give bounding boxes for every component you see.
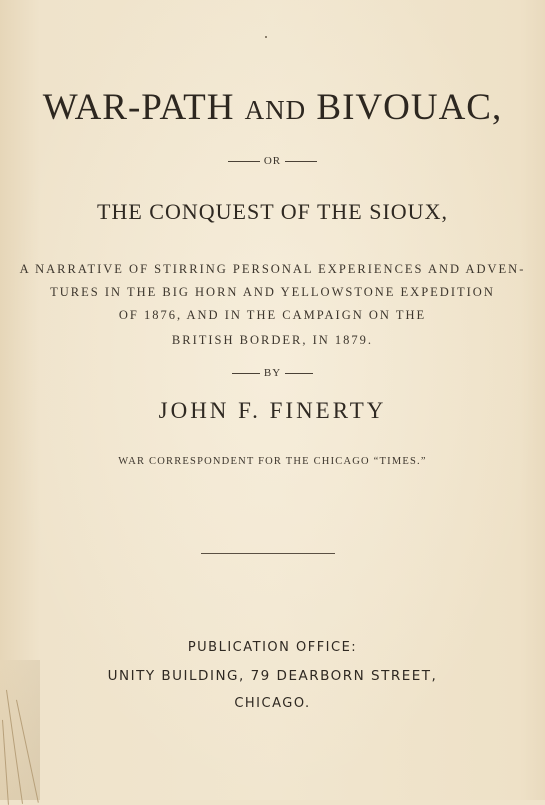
- publisher-address: UNITY BUILDING, 79 DEARBORN STREET,: [107, 668, 438, 684]
- book-title: [0, 86, 545, 129]
- separator-rule-left: [232, 373, 260, 374]
- separator-rule-left: [228, 161, 260, 162]
- title-main: WAR-PATH: [42, 87, 235, 128]
- description-line: BRITISH BORDER, IN 1879.: [171, 333, 374, 347]
- description-line: TURES IN THE BIG HORN AND YELLOWSTONE EXPEDITION: [50, 285, 495, 299]
- by-label: BY: [263, 367, 282, 379]
- publisher-city: CHICAGO.: [234, 696, 311, 711]
- printers-dot: [265, 36, 267, 38]
- or-label: OR: [263, 155, 282, 167]
- title-and: AND: [244, 95, 307, 125]
- by-separator: [0, 367, 545, 379]
- description-line: A NARRATIVE OF STIRRING PERSONAL EXPERIENCES AND ADVEN-: [19, 262, 526, 276]
- divider-rule: [201, 553, 335, 554]
- separator-rule-right: [285, 373, 313, 374]
- author-role: WAR CORRESPONDENT FOR THE CHICAGO “TIMES.”: [118, 456, 427, 467]
- author-name: JOHN F. FINERTY: [158, 398, 387, 423]
- or-separator: [0, 155, 545, 167]
- separator-rule-right: [285, 161, 317, 162]
- description-line: OF 1876, AND IN THE CAMPAIGN ON THE: [118, 308, 427, 322]
- title-end: BIVOUAC,: [316, 87, 503, 128]
- subtitle: THE CONQUEST OF THE SIOUX,: [97, 199, 448, 224]
- publisher-heading: PUBLICATION OFFICE:: [187, 640, 358, 655]
